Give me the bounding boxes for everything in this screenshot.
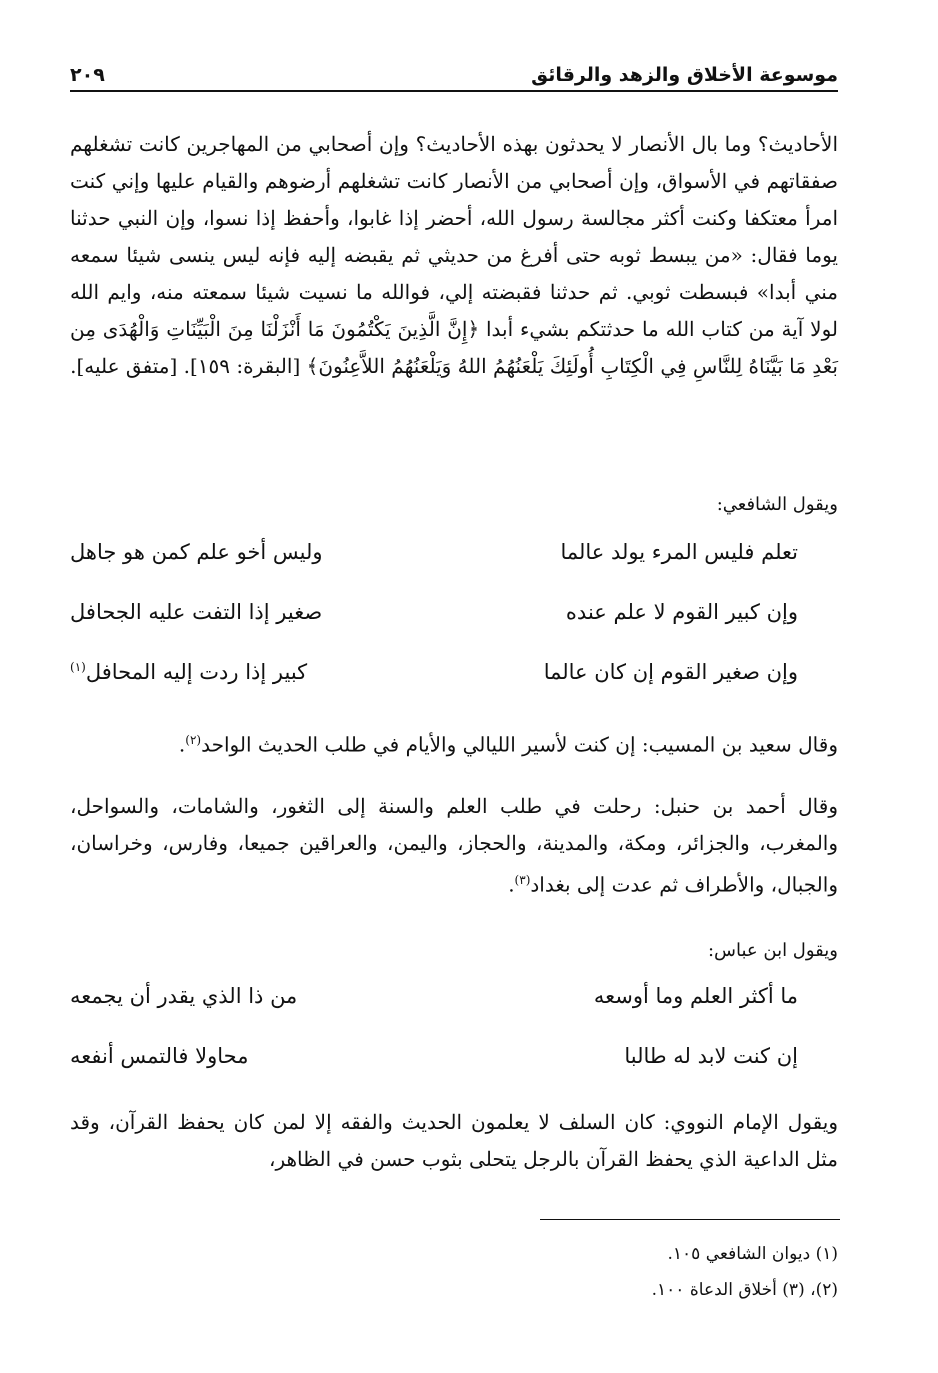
- verse-row: [70, 540, 838, 580]
- verse-hemistich-left: صغير إذا التفت عليه الجحافل: [70, 600, 323, 624]
- verse-hemistich-left: [70, 660, 307, 684]
- verse-text: كبير إذا ردت إليه المحافل: [85, 660, 308, 684]
- nawawi-quote: ويقول الإمام النووي: كان السلف لا يعلمون الحديث والفقه إلا لمن كان يحفظ القرآن، وقد مثل الداعية الذي يحفظ القرآن بالرجل يتحلى بثوب حسن في الظاهر،: [70, 1110, 838, 1171]
- quote-text: وقال أحمد بن حنبل: رحلت في طلب العلم والسنة إلى الثغور، والشامات، والسواحل، والمغرب، والجزائر، ومكة، والمدينة، والحجاز، واليمن، والعراقين جميعا، وفارس، وخراسان، والجبال، والأطراف ثم عدت إلى بغداد: [70, 794, 838, 897]
- verse-row: [70, 660, 838, 700]
- running-title: موسوعة الأخلاق والزهد والرقائق: [531, 64, 838, 86]
- ahmad-quote: [70, 788, 838, 904]
- verse-hemistich-right: وإن صغير القوم إن كان عالما: [543, 660, 798, 684]
- verse-hemistich-right: وإن كبير القوم لا علم عنده: [565, 600, 798, 624]
- hadith-paragraph: الأحاديث؟ وما بال الأنصار لا يحدثون بهذه الأحاديث؟ وإن أصحابي من المهاجرين كانت تشغلهم صفقاتهم في الأسواق، وإن أصحابي من الأنصار كانت تشغلهم أرضوهم والقيام عليها وإني كنت امرأ معتكفا وكنت أكثر مجالسة رسول الله، أحضر إذا غابوا، وأحفظ إذا نسوا، وإن النبي حدثنا يوما فقال: «من يبسط ثوبه حتى أفرغ من حديثي ثم يقبضه إليه فإنه ليس ينسى شيئا سمعه مني أبدا» فبسطت ثوبي. ثم حدثنا فقبضته إلي، فوالله ما نسيت شيئا سمعته منه، وايم الله لولا آية من كتاب الله ما حدثتكم بشيء أبدا ﴿إِنَّ الَّذِينَ يَكْتُمُونَ مَا أَنْزَلْنَا مِنَ الْبَيِّنَاتِ وَالْهُدَى مِن بَعْدِ مَا بَيَّنَاهُ لِلنَّاسِ فِي الْكِتَابِ أُولَئِكَ يَلْعَنُهُمُ اللهُ وَيَلْعَنُهُمُ اللاَّعِنُونَ﴾ [البقرة: ١٥٩]. [متفق عليه].: [70, 132, 838, 378]
- shafii-intro: ويقول الشافعي:: [716, 494, 838, 515]
- footnote-marker: (٣): [514, 873, 531, 887]
- verse-hemistich-right: ما أكثر العلم وما أوسعه: [593, 984, 798, 1008]
- page-number: ٢٠٩: [70, 64, 105, 86]
- ibn-abbas-intro: ويقول ابن عباس:: [707, 940, 838, 961]
- footnote: (١) ديوان الشافعي ١٠٥.: [667, 1244, 838, 1264]
- verse-row: [70, 600, 838, 640]
- footnote-marker: (٢): [185, 733, 202, 747]
- page-header: [70, 62, 838, 102]
- verse-hemistich-left: محاولا فالتمس أنفعه: [70, 1044, 249, 1068]
- verse-hemistich-left: من ذا الذي يقدر أن يجمعه: [70, 984, 298, 1008]
- verse-hemistich-right: تعلم فليس المرء يولد عالما: [560, 540, 798, 564]
- verse-row: [70, 1044, 838, 1084]
- verse-hemistich-left: وليس أخو علم كمن هو جاهل: [70, 540, 323, 564]
- ibn-musayyib-quote: [70, 722, 838, 764]
- quote-end: .: [178, 732, 186, 757]
- quote-end: .: [508, 872, 515, 897]
- footnote-marker: (١): [70, 660, 86, 674]
- footnote-separator: [540, 1219, 840, 1220]
- quote-text: وقال سعيد بن المسيب: إن كنت لأسير الليالي والأيام في طلب الحديث الواحد: [201, 732, 838, 757]
- footnote: (٢)، (٣) أخلاق الدعاة ١٠٠.: [651, 1280, 838, 1300]
- verse-row: [70, 984, 838, 1024]
- header-rule: [70, 90, 838, 92]
- verse-hemistich-right: إن كنت لابد له طالبا: [624, 1044, 798, 1068]
